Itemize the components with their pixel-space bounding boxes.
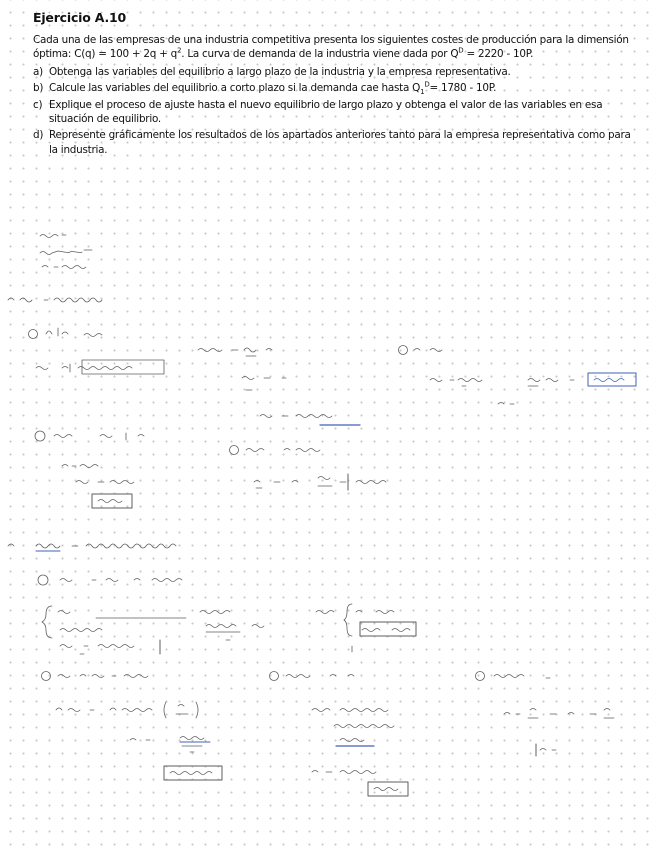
question-d-marker: d) [33, 129, 44, 142]
handwritten-part-b-step-4 [476, 672, 615, 757]
question-a-text: Obtenga las variables del equilibrio a largo plazo de la industria y la empresa representativa. [49, 65, 511, 78]
question-a [33, 65, 633, 79]
handwritten-part-b-step-1 [38, 575, 182, 585]
intro-text-3: = 2220 - 10P. [463, 48, 534, 61]
question-b [33, 81, 633, 95]
handwritten-system-left [42, 606, 264, 654]
exercise-statement [33, 10, 633, 159]
handwritten-step-4 [230, 446, 387, 491]
intro-square-exponent: 2 [177, 46, 182, 55]
question-b-superscript: D [424, 80, 430, 89]
intro-demand-superscript: D [458, 46, 464, 55]
question-list [33, 65, 633, 157]
handwritten-part-b-step-3 [270, 672, 409, 797]
question-d-text: Represente gráficamente los resultados de los apartados anteriores tanto para la empresa representativa como para la industria. [49, 129, 631, 156]
question-d [33, 128, 633, 157]
question-b-text: Calcule las variables del equilibrio a corto plazo si la demanda cae hasta Q [49, 82, 421, 95]
handwritten-part-b-step-2 [42, 672, 223, 781]
intro-text-2: . La curva de demanda de la industria viene dada por Q [181, 48, 459, 61]
question-c [33, 98, 633, 127]
exercise-intro [33, 33, 633, 62]
question-a-marker: a) [33, 65, 43, 78]
question-c-text: Explique el proceso de ajuste hasta el nuevo equilibrio de largo plazo y obtenga el valor de las variables en esa situación de equilibrio. [49, 98, 603, 126]
question-b-text-after: = 1780 - 10P. [429, 82, 497, 95]
handwritten-given-data [40, 235, 92, 269]
exercise-title: Ejercicio A.10 [33, 10, 127, 25]
handwritten-step-3 [35, 431, 144, 508]
handwritten-part-b-heading [8, 544, 176, 551]
question-b-marker: b) [33, 82, 44, 95]
intro-text-1: Cada una de las empresas de una industria competitiva presenta los siguientes costes de producción para la dimensión óptima: C(q) = 100 + 2q + q [33, 34, 629, 61]
handwritten-step-1 [29, 328, 361, 425]
question-c-marker: c) [33, 98, 43, 111]
handwritten-step-2 [399, 346, 637, 405]
handwritten-part-a-heading [8, 298, 102, 302]
handwritten-system-right [316, 604, 416, 652]
handwritten-notes [0, 220, 656, 848]
question-b-subscript: 1 [420, 88, 425, 97]
